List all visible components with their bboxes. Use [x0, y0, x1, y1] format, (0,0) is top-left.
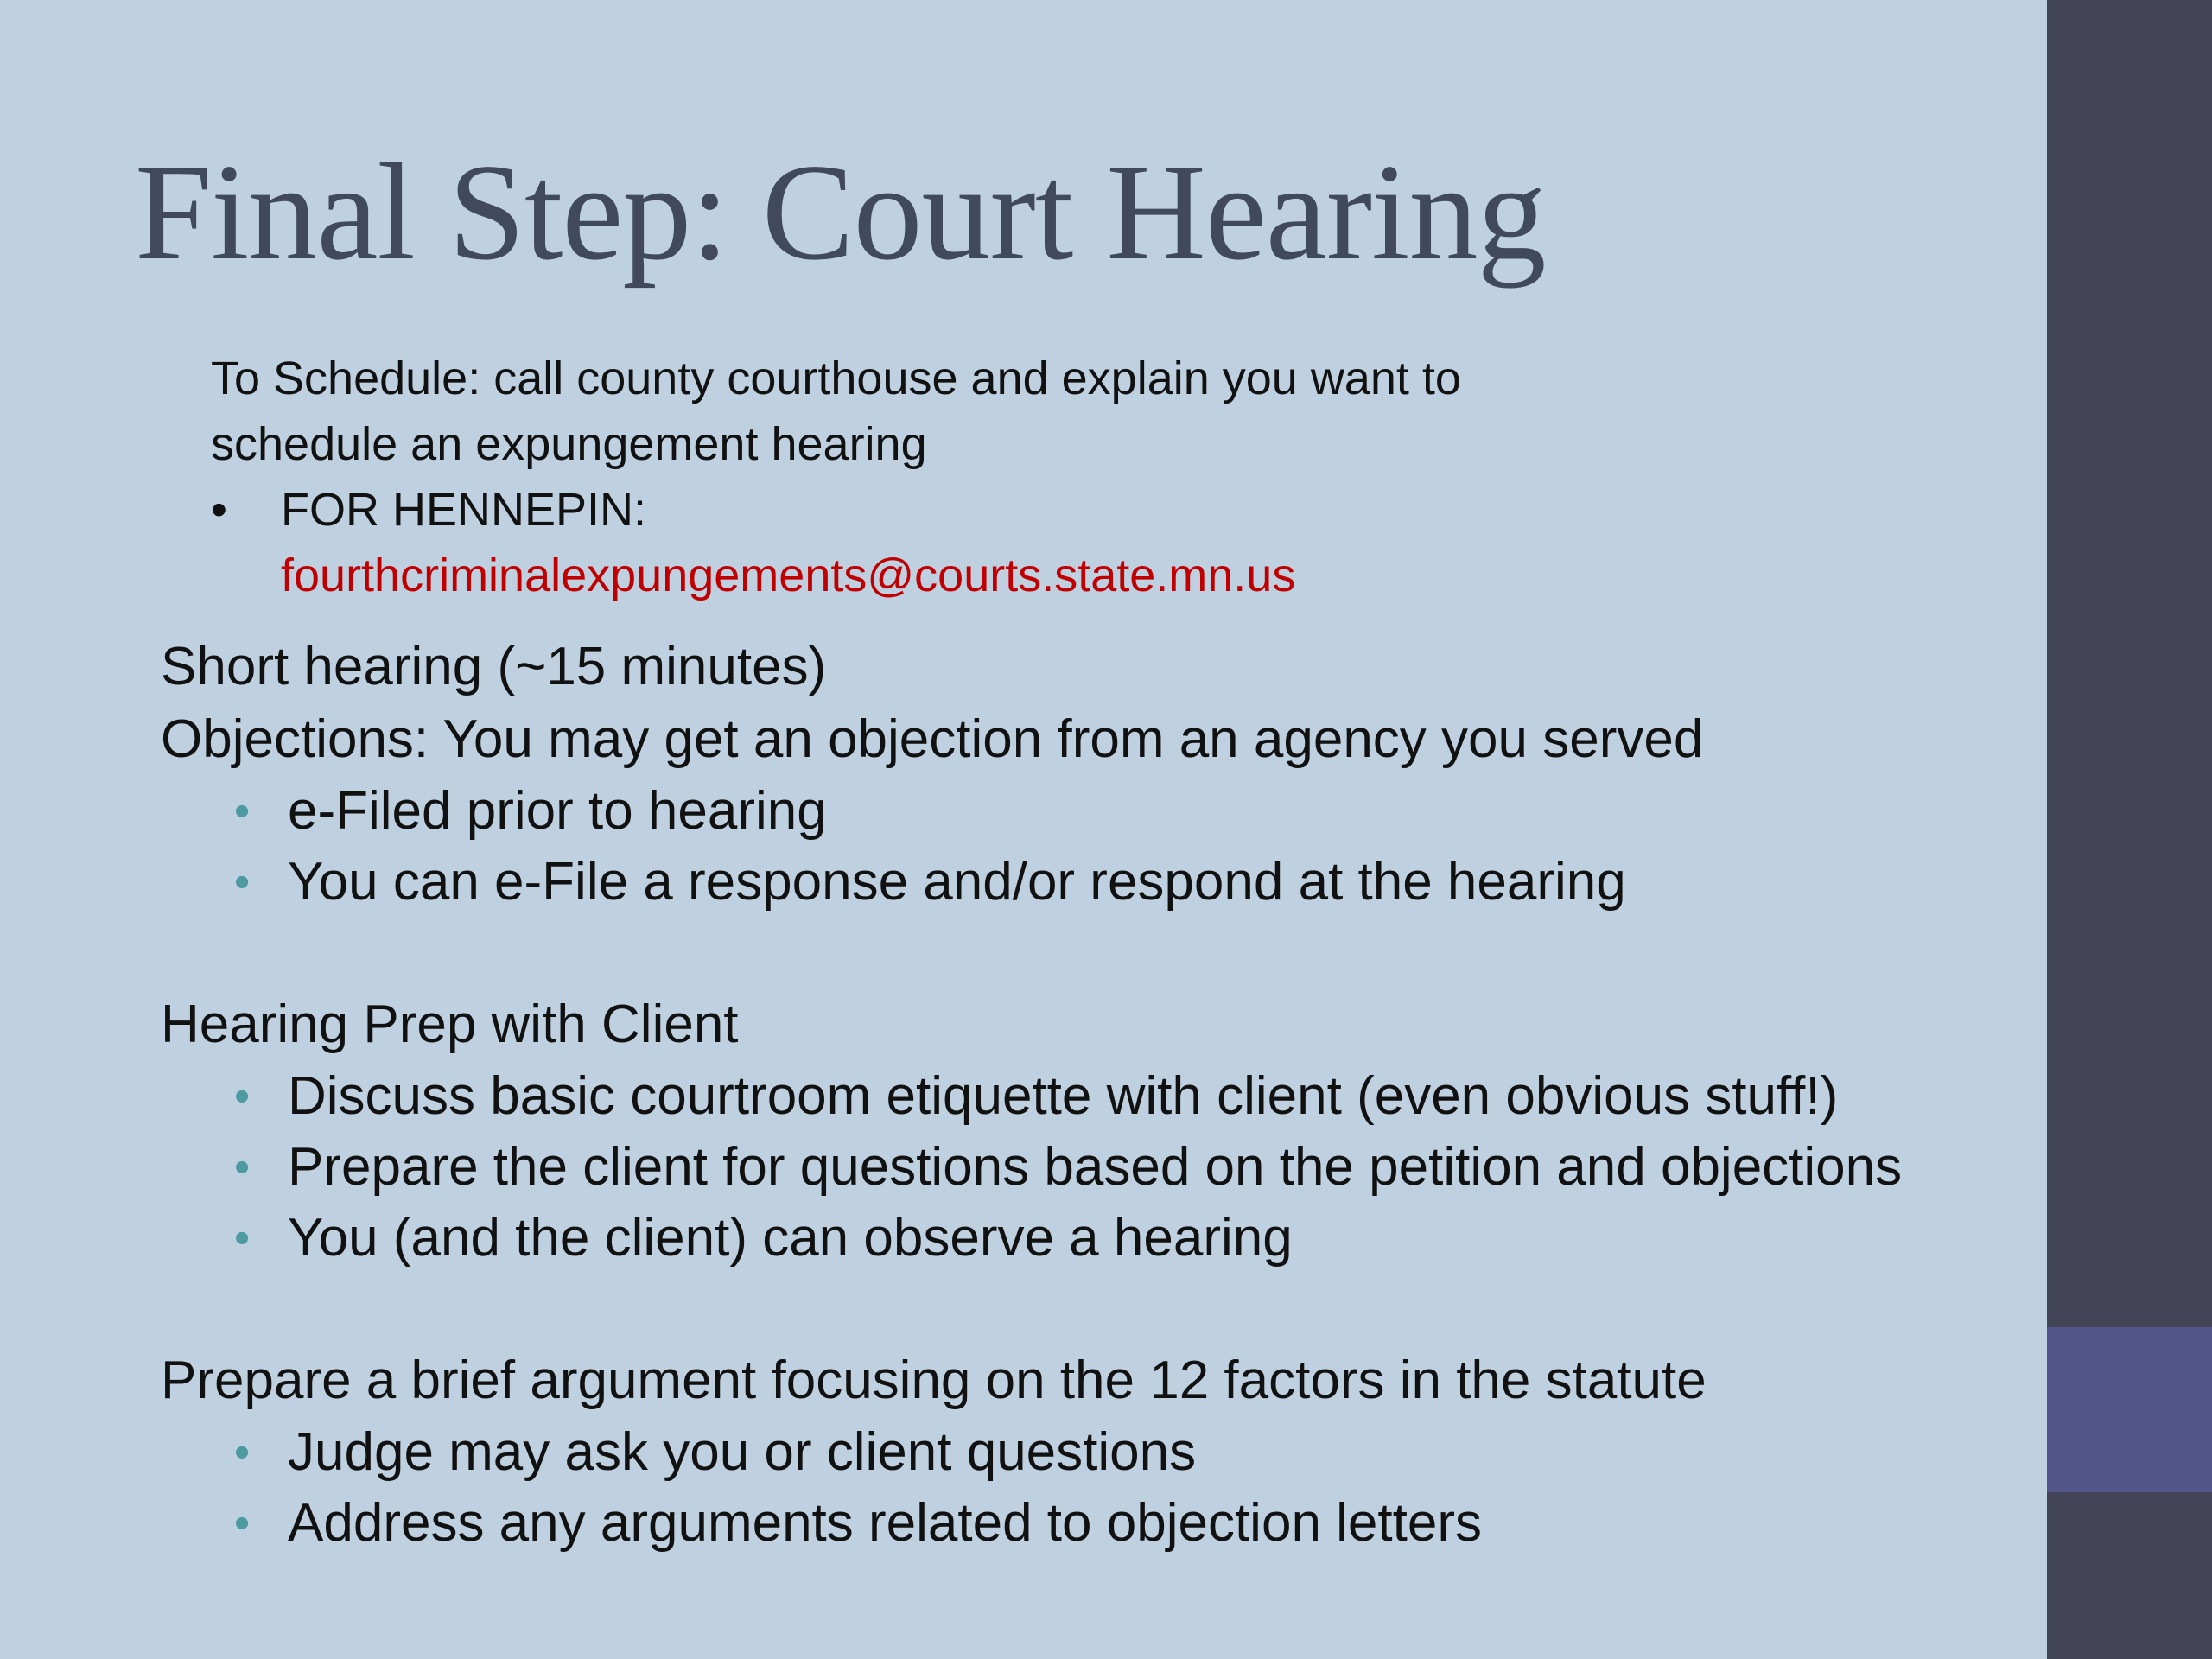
bullet-dot-icon: •	[211, 484, 227, 536]
schedule-block	[211, 346, 1680, 608]
list-item	[161, 1203, 2018, 1274]
section-heading-objections: Objections: You may get an objection from an agency you served	[161, 709, 1704, 769]
hennepin-item	[211, 477, 1680, 608]
bullet-text: e-Filed prior to hearing	[288, 781, 827, 841]
list-item	[161, 776, 2018, 847]
bullet-text: Judge may ask you or client questions	[288, 1422, 1197, 1482]
bullet-text: Discuss basic courtroom etiquette with client (even obvious stuff!)	[288, 1066, 1839, 1126]
bullet-dot-icon: •	[234, 1071, 251, 1122]
bullet-dot-icon: •	[234, 1427, 251, 1478]
schedule-line-2: schedule an expungement hearing	[211, 418, 927, 470]
list-item	[161, 1132, 2018, 1203]
spacer	[161, 1274, 2018, 1344]
hennepin-label: FOR HENNEPIN:	[281, 484, 647, 536]
hennepin-email-link[interactable]: fourthcriminalexpungements@courts.state.mn.us	[281, 550, 1296, 601]
section-heading-argument: Prepare a brief argument focusing on the 12 factors in the statute	[161, 1351, 1707, 1410]
bullet-dot-icon: •	[234, 1498, 251, 1548]
bullet-dot-icon: •	[234, 786, 251, 836]
bullet-dot-icon: •	[234, 1142, 251, 1192]
bullet-dot-icon: •	[234, 1213, 251, 1263]
list-item	[161, 1488, 2018, 1559]
schedule-line-1: To Schedule: call county courthouse and explain you want to	[211, 353, 1461, 404]
slide-body	[161, 631, 2018, 1559]
bullet-text: You (and the client) can observe a hearing	[288, 1208, 1293, 1268]
spacer	[161, 918, 2018, 988]
bullet-text: Prepare the client for questions based on the petition and objections	[288, 1137, 1903, 1197]
list-item	[161, 1417, 2018, 1488]
section-heading-hearing-prep: Hearing Prep with Client	[161, 995, 739, 1054]
list-item	[161, 847, 2018, 918]
bullet-text: You can e-File a response and/or respond at the hearing	[288, 852, 1626, 912]
bullet-dot-icon: •	[234, 857, 251, 907]
decorative-sidebar-accent	[2047, 1327, 2212, 1492]
slide-title: Final Step: Court Hearing	[135, 135, 1546, 289]
bullet-text: Address any arguments related to objection letters	[288, 1493, 1482, 1553]
section-heading-short-hearing: Short hearing (~15 minutes)	[161, 637, 827, 696]
list-item	[161, 1061, 2018, 1132]
